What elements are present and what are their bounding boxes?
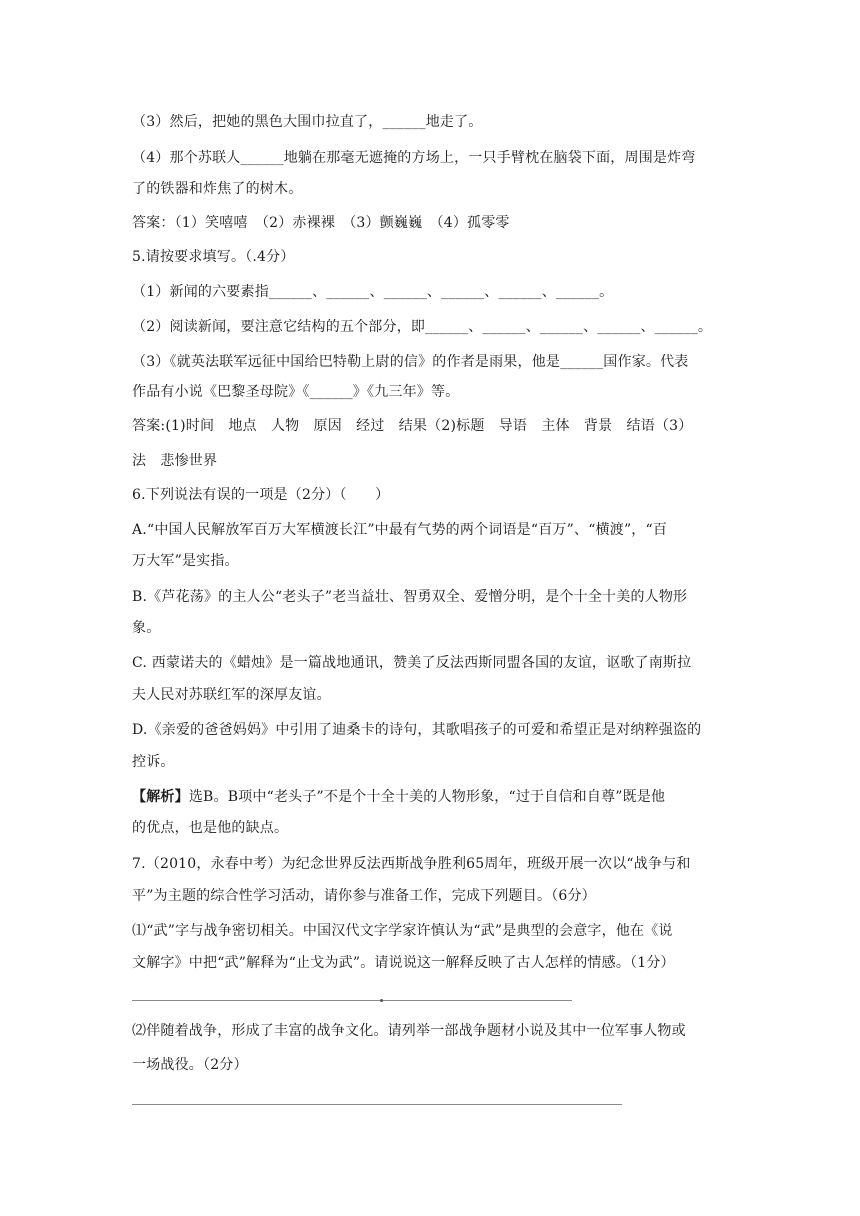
- q5-part-2: （2）阅读新闻，要注意它结构的五个部分，即______、______、______、______、______。: [132, 319, 713, 335]
- answer-q5-cont: 法 悲惨世界: [132, 453, 218, 469]
- q7-part-2: ⑵伴随着战争，形成了丰富的战争文化。请列举一部战争题材小说及其中一位军事人物或: [132, 1023, 686, 1039]
- q5-part-3: （3）《就英法联军远征中国给巴特勒上尉的信》的作者是雨果，他是______国作家。代表: [132, 354, 689, 370]
- analysis-cont: 的优点，也是他的缺点。: [132, 820, 289, 836]
- option-c-cont: 夫人民对苏联红军的深厚友谊。: [132, 687, 331, 703]
- blank-separator-dot: [380, 999, 383, 1002]
- answer-blank-line-2[interactable]: [132, 1104, 622, 1105]
- q7-part-1: ⑴“武”字与战争密切相关。中国汉代文字学家许慎认为“武”是典型的会意字，他在《说: [132, 923, 673, 939]
- answer-line-q4: 答案：（1）笑嘻嘻 （2）赤裸裸 （3）颤巍巍 （4）孤零零: [132, 215, 510, 231]
- text-line-1: （3）然后，把她的黑色大围巾拉直了，______地走了。: [132, 114, 483, 130]
- analysis-label: 【解析】: [132, 789, 189, 805]
- text-line-2: （4）那个苏联人______地躺在那毫无遮掩的方场上，一只手臂枕在脑袋下面，周围是炸弯: [132, 150, 696, 166]
- analysis-line: [132, 787, 665, 807]
- q5-part-1: （1）新闻的六要素指______、______、______、______、______、______。: [132, 284, 614, 300]
- option-c: C. 西蒙诺夫的《蜡烛》是一篇战地通讯，赞美了反法西斯同盟各国的友谊，讴歌了南斯拉: [132, 655, 692, 671]
- option-a: A.“中国人民解放军百万大军横渡长江”中最有气势的两个词语是“百万”、“横渡”，“百: [132, 522, 668, 538]
- q5-part-3-cont: 作品有小说《巴黎圣母院》《______》《九三年》等。: [132, 384, 460, 400]
- question-5-title: 5.请按要求填写。（.4分）: [132, 249, 295, 265]
- option-b-cont: 象。: [132, 620, 161, 636]
- option-a-cont: 万大军”是实指。: [132, 553, 239, 569]
- q7-part-1-cont: 文解字》中把“武”解释为“止戈为武”。请说说这一解释反映了古人怎样的情感。（1分）: [132, 955, 675, 971]
- option-d-cont: 控诉。: [132, 754, 175, 770]
- answer-q5: 答案:(1)时间 地点 人物 原因 经过 结果（2)标题 导语 主体 背景 结语（3）: [132, 418, 693, 434]
- answer-blank-line-1[interactable]: [132, 1000, 572, 1001]
- question-7-title: 7.（2010，永春中考）为纪念世界反法西斯战争胜利65周年，班级开展一次以“战争与和: [132, 856, 691, 872]
- option-b: B.《芦花荡》的主人公“老头子”老当益壮、智勇双全、爱憎分明，是个十全十美的人物形: [132, 589, 688, 605]
- analysis-text: 选B。B项中“老头子”不是个十全十美的人物形象，“过于自信和自尊”既是他: [188, 789, 666, 805]
- question-7-cont: 平”为主题的综合性学习活动，请你参与准备工作，完成下列题目。（6分）: [132, 888, 596, 904]
- text-line-3: 了的铁器和炸焦了的树木。: [132, 181, 303, 197]
- q7-part-2-cont: 一场战役。（2分）: [132, 1057, 248, 1073]
- option-d: D.《亲爱的爸爸妈妈》中引用了迪桑卡的诗句，其歌唱孩子的可爱和希望正是对纳粹强盗的: [132, 722, 702, 738]
- question-6-title: 6.下列说法有误的一项是（2分）（ ）: [132, 487, 390, 503]
